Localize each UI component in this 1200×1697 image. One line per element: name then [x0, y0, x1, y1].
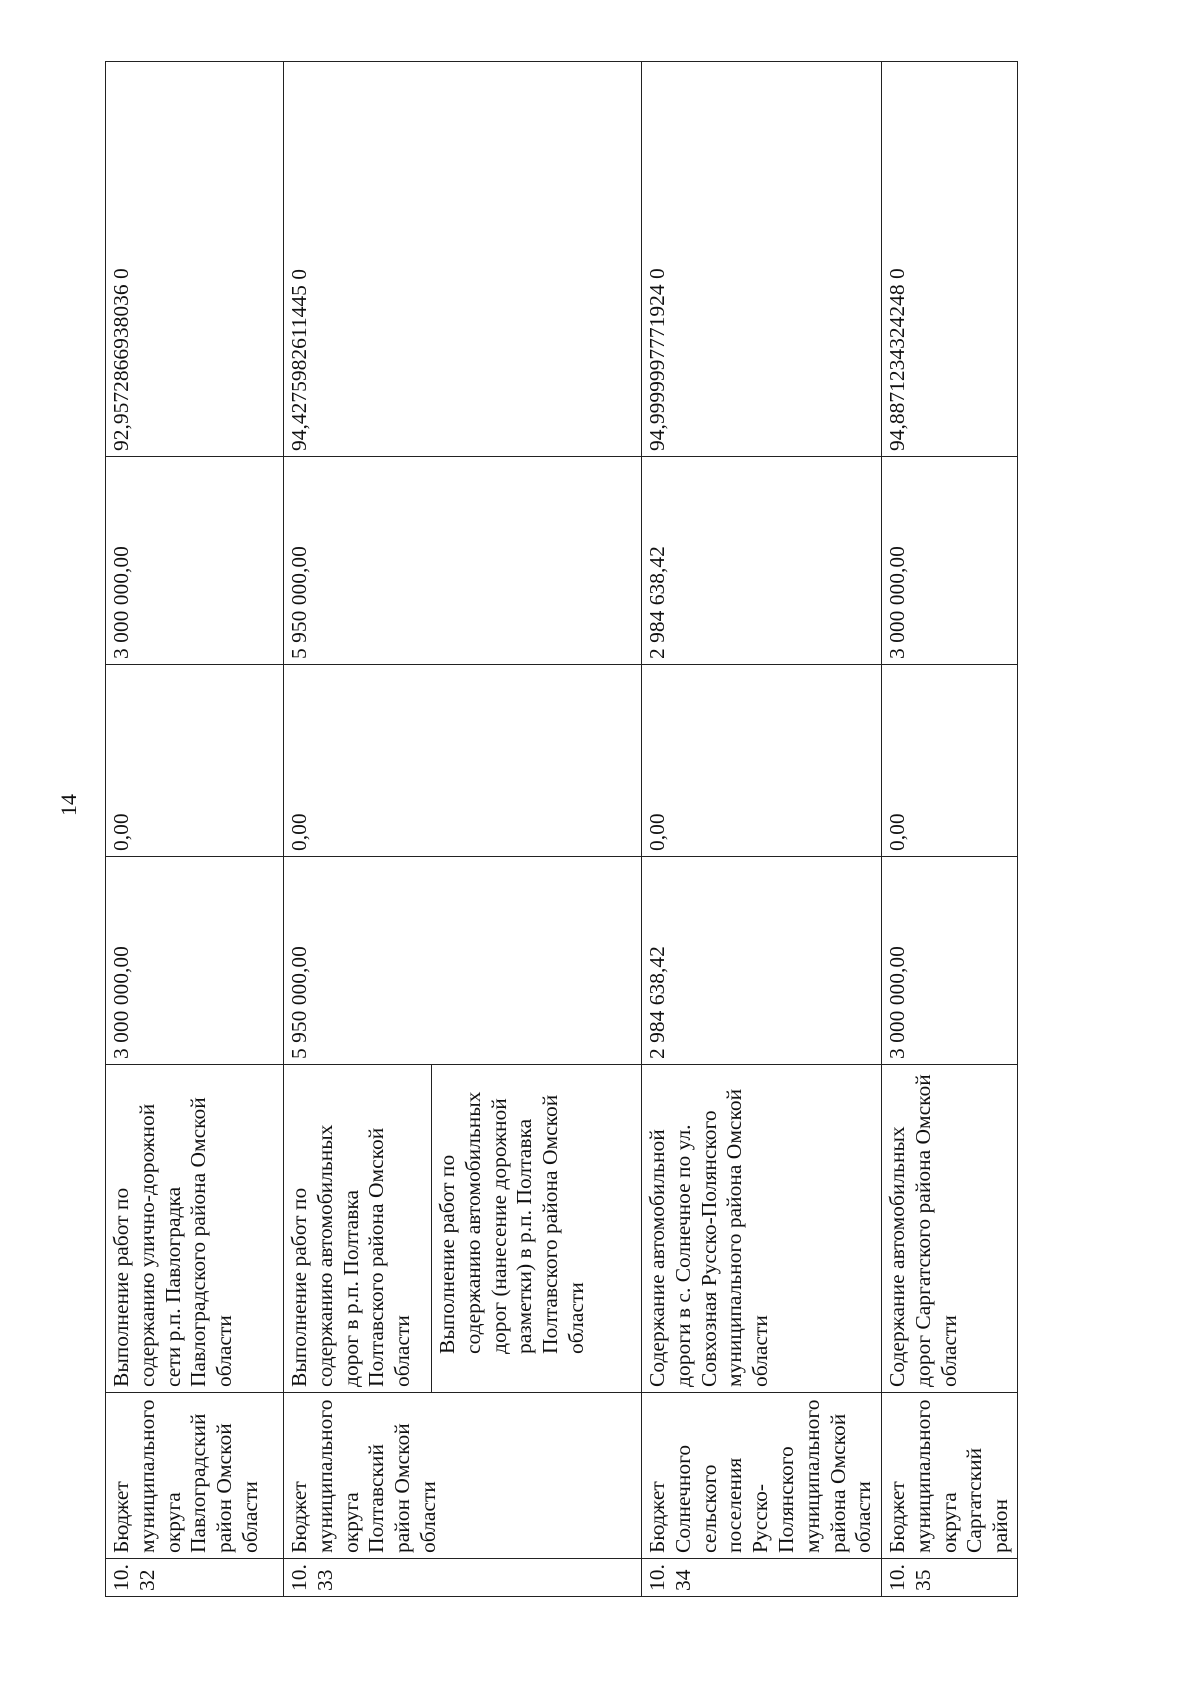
- budget-cell: Бюджет муниципального округа Павлоградский район Омской области: [106, 1393, 284, 1559]
- work-description-cell: Содержание автомобильных дорог Саргатского района Омской области: [882, 1065, 1018, 1393]
- total-amount-cell: 2 984 638,42: [642, 857, 882, 1065]
- zero-amount-cell: 0,00: [106, 665, 284, 857]
- total-amount-cell: 3 000 000,00: [882, 857, 1018, 1065]
- percent-cell: 92,9572866938036 0: [106, 62, 284, 457]
- budget-table: [105, 61, 1018, 1597]
- budget-cell: Бюджет муниципального округа Саргатский район: [882, 1393, 1018, 1559]
- work-description-subcell: Выполнение работ по содержанию автомобильных дорог (нанесение дорожной разметки) в р.п. Полтавка Полтавского района Омской области: [432, 1065, 642, 1393]
- total-amount-cell: 3 000 000,00: [106, 857, 284, 1065]
- budget-table-wrapper: [105, 62, 1115, 1597]
- zero-amount-cell: 0,00: [284, 665, 642, 857]
- work-description-cell: Содержание автомобильной дороги в с. Солнечное по ул. Совхозная Русско-Полянского муниципального района Омской области: [642, 1065, 882, 1393]
- table-row: [882, 62, 1018, 1597]
- percent-cell: 94,9999997771924 0: [642, 62, 882, 457]
- amount-cell: 3 000 000,00: [882, 457, 1018, 665]
- work-description-cell: Выполнение работ по содержанию автомобильных дорог в р.п. Полтавка Полтавского района Омской области: [284, 1065, 432, 1393]
- row-number: 10.33: [284, 1559, 642, 1597]
- table-row: [642, 62, 882, 1597]
- row-number: 10.34: [642, 1559, 882, 1597]
- table-row: [284, 62, 432, 1597]
- zero-amount-cell: 0,00: [882, 665, 1018, 857]
- page-number: 14: [56, 794, 81, 816]
- budget-cell: Бюджет муниципального округа Полтавский район Омской области: [284, 1393, 642, 1559]
- table-row: [106, 62, 284, 1597]
- row-number: 10.32: [106, 1559, 284, 1597]
- percent-cell: 94,8871234324248 0: [882, 62, 1018, 457]
- row-number: 10.35: [882, 1559, 1018, 1597]
- total-amount-cell: 5 950 000,00: [284, 857, 642, 1065]
- budget-cell: Бюджет Солнечного сельского поселения Русско-Полянского муниципального района Омской области: [642, 1393, 882, 1559]
- percent-cell: 94,4275982611445 0: [284, 62, 642, 457]
- amount-cell: 5 950 000,00: [284, 457, 642, 665]
- amount-cell: 3 000 000,00: [106, 457, 284, 665]
- amount-cell: 2 984 638,42: [642, 457, 882, 665]
- zero-amount-cell: 0,00: [642, 665, 882, 857]
- work-description-cell: Выполнение работ по содержанию улично-дорожной сети р.п. Павлоградка Павлоградского района Омской области: [106, 1065, 284, 1393]
